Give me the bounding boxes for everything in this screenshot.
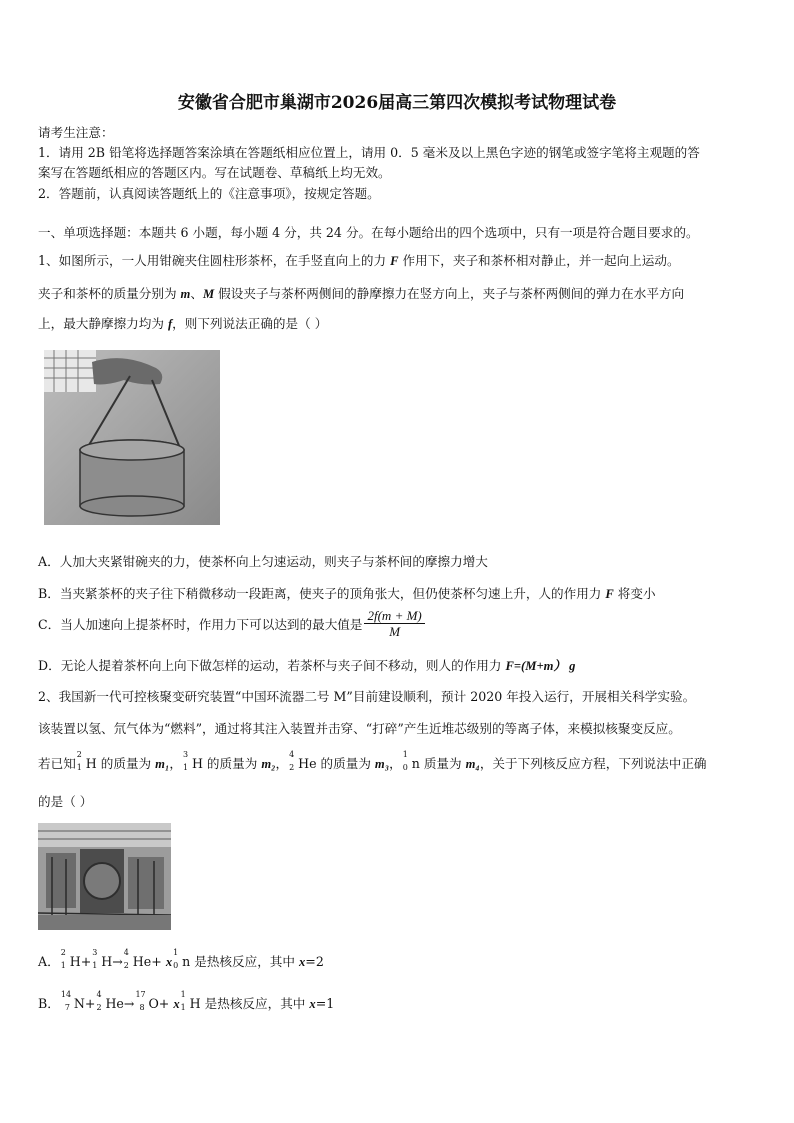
- page-title: 安徽省合肥市巢湖市2026届高三第四次模拟考试物理试卷: [177, 93, 617, 113]
- q2-tokamak-photo: [38, 823, 171, 930]
- q1-stem-line-3: 上，最大静摩擦力均为 f，则下列说法正确的是（ ）: [38, 316, 328, 331]
- q1-option-c: C．当人加速向上提茶杯时，作用力下可以达到的最大值是 $\frac{2f(m + M)}{M}$: [38, 608, 425, 639]
- q1-option-c-fraction: $\frac{2f(m + M)}{M}$: [364, 608, 424, 639]
- q2-stem-line-1: 2、我国新一代可控核聚变研究装置“中国环流器二号 M”目前建设顺利，预计 2020 年投入运行，开展相关科学实验。: [38, 689, 696, 704]
- q1-teacup-photo: [44, 350, 220, 525]
- notice-heading: 请考生注意：: [38, 125, 114, 140]
- notice-item-2: 2．答题前，认真阅读答题纸上的《注意事项》，按规定答题。: [38, 186, 380, 201]
- notice-item-1: 1．请用 2B 铅笔将选择题答案涂填在答题纸相应位置上，请用 0．5 毫米及以上黑色字迹的钢笔或签字笔将主观题的答: [38, 145, 700, 160]
- q1-stem-line-1: 1、如图所示，一人用钳碗夹住圆柱形茶杯，在手竖直向上的力 F 作用下，夹子和茶杯相对静止，并一起向上运动。: [38, 253, 680, 268]
- section-heading: 一、单项选择题：本题共 6 小题，每小题 4 分，共 24 分。在每小题给出的四个选项中，只有一项是符合题目要求的。: [38, 225, 699, 240]
- q2-stem-line-2: 该装置以氢、氘气体为“燃料”，通过将其注入装置并击穿、“打碎”产生近堆芯级别的等离子体，来模拟核聚变反应。: [38, 721, 681, 736]
- q1-option-d: D．无论人提着茶杯向上向下做怎样的运动，若茶杯与夹子间不移动，则人的作用力 F=(M+m） g: [38, 658, 576, 673]
- q2-stem-line-4: 的是（ ）: [38, 794, 93, 809]
- q1-option-a: A．人加大夹紧钳碗夹的力，使茶杯向上匀速运动，则夹子与茶杯间的摩擦力增大: [38, 554, 488, 569]
- q1-stem-line-2: 夹子和茶杯的质量分别为 m、M 假设夹子与茶杯两侧间的静摩擦力在竖方向上，夹子与茶杯两侧间的弹力在水平方向: [38, 286, 685, 301]
- q2-stem-line-3: 若已知 2 1 H 的质量为 m₁， 3 1 H 的质量为 m₂， 4 2 He 的质量为 m₃， 1 0 n 质量为 m₄，关于下列核反应方程，下列说法中正确: [38, 750, 707, 772]
- notice-item-1-cont: 案写在答题纸相应的答题区内。写在试题卷、草稿纸上均无效。: [38, 165, 391, 180]
- q2-option-b: B． 14 7 N+ 4 2 He→ 17 8 O+ x 1 1 H 是热核反应，其中 x=1: [38, 990, 335, 1012]
- q1-option-b: B．当夹紧茶杯的夹子往下稍微移动一段距离，使夹子的顶角张大，但仍使茶杯匀速上升，人的作用力 F 将变小: [38, 586, 656, 601]
- q2-option-a: A． 2 1 H+ 3 1 H→ 4 2 He+ x 1 0 n 是热核反应，其中 x=2: [38, 948, 324, 970]
